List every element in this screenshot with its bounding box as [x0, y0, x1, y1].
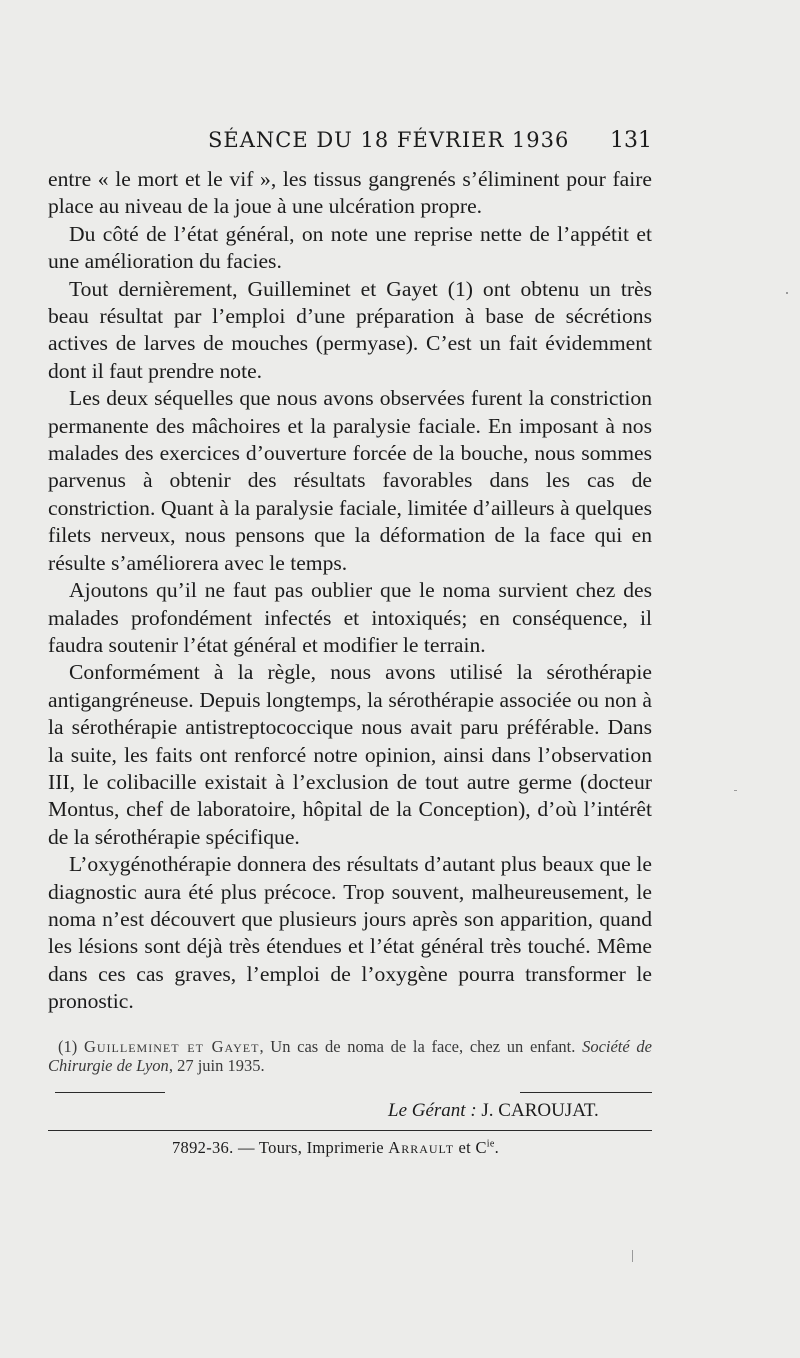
signature-line [388, 1100, 599, 1122]
page-number: 131 [610, 128, 652, 153]
footnote [48, 1037, 652, 1075]
footnote-journal: Société de Chirurgie de Lyon [48, 1037, 653, 1075]
signature-name: J. CAROUJAT. [481, 1100, 599, 1121]
footnote-authors: Guilleminet et Gayet [83, 1037, 260, 1056]
paragraph: entre « le mort et le vif », les tissus gangrenés s’éliminent pour faire place au niveau de la joue à une ulcération propre. [48, 167, 652, 219]
imprint-printer: Arrault [388, 1138, 455, 1157]
divider-right [520, 1092, 652, 1093]
imprint-sup: ie [486, 1138, 495, 1150]
paper-speck [786, 292, 788, 294]
paragraph: Ajoutons qu’il ne faut pas oublier que le noma survient chez des malades profondément infectés et intoxiqués; en conséquence, il faudra soutenir l’état général et modifier le terrain. [48, 578, 652, 657]
imprint-number: 7892-36. [172, 1138, 234, 1157]
footnote-title: , Un cas de noma de la face, chez un enfant. [259, 1037, 576, 1056]
paragraph: Tout dernièrement, Guilleminet et Gayet (1) ont obtenu un très beau résultat par l’emploi d’une préparation à base de sécrétions actives de larves de mouches (permyase). C’est un fait évidemment dont il faut prendre note. [48, 276, 652, 383]
running-head [48, 128, 652, 158]
body-text [48, 166, 652, 1016]
footnote-marker: (1) [58, 1037, 78, 1056]
imprint-dash: — [237, 1138, 255, 1157]
paper-speck [632, 1250, 633, 1262]
signature-role: Le Gérant : [388, 1100, 477, 1121]
divider-left [55, 1092, 165, 1093]
imprint-end: . [494, 1138, 500, 1157]
footnote-text [48, 1037, 652, 1075]
paragraph: Du côté de l’état général, on note une reprise nette de l’appétit et une amélioration du facies. [48, 221, 652, 274]
imprint-city: Tours, Imprimerie [258, 1138, 384, 1157]
paragraph: Conformément à la règle, nous avons utilisé la sérothérapie antigangréneuse. Depuis longtemps, la sérothérapie associée ou non à la sérothérapie antistreptococcique nous avait paru préférable. Dans la suite, les faits ont renforcé notre opinion, ainsi dans l’observation III, le colibacille existait à l’exclusion de tout autre germe (docteur Montus, chef de laboratoire, hôpital de la Conception), d’où l’intérêt de la sérothérapie spécifique. [48, 660, 652, 849]
running-head-title: SÉANCE DU 18 FÉVRIER 1936 [208, 128, 570, 152]
printer-imprint [172, 1138, 499, 1158]
footnote-date: , 27 juin 1935. [168, 1056, 265, 1075]
paragraph: L’oxygénothérapie donnera des résultats d’autant plus beaux que le diagnostic aura été plus précoce. Trop souvent, malheureusement, le noma n’est découvert que plusieurs jours après son apparition, quand les lésions sont déjà très étendues et l’état général très touché. Même dans ces cas graves, l’emploi de l’oxygène pourra transformer le pronostic. [48, 852, 652, 1014]
paragraph: Les deux séquelles que nous avons observées furent la constriction permanente des mâchoires et la paralysie faciale. En imposant à nos malades des exercices d’ouverture forcée de la bouche, nous sommes parvenus à obtenir des résultats favorables dans les cas de constriction. Quant à la paralysie faciale, limitée d’ailleurs à quelques filets nerveux, nous pensons que la déformation de la face qui en résulte s’améliorera avec le temps. [48, 386, 652, 575]
imprint-and: et C [458, 1138, 487, 1157]
divider-bottom [48, 1130, 652, 1131]
paper-speck [734, 790, 737, 791]
